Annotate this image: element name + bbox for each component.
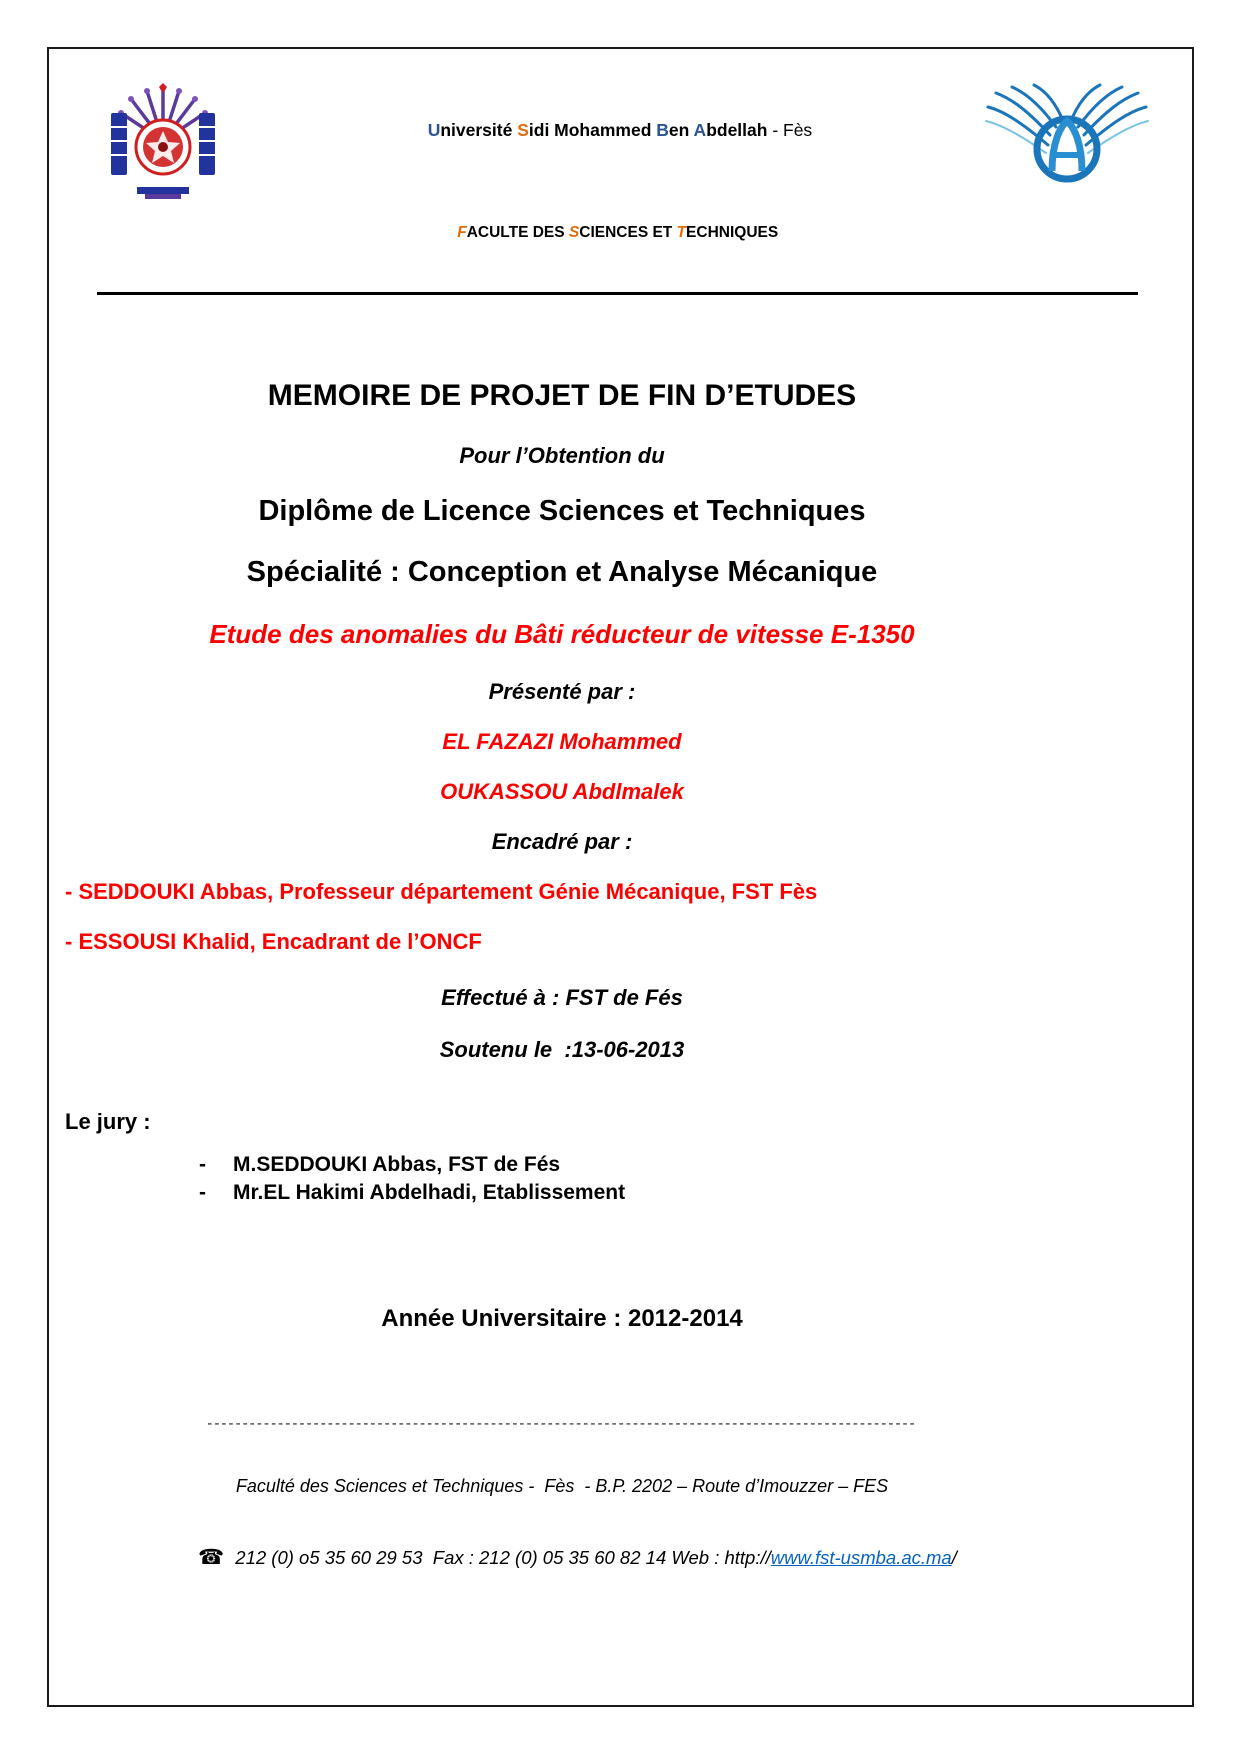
jury-member-name: M.SEDDOUKI Abbas, FST de Fés [233, 1153, 561, 1176]
jury-list [65, 1153, 1059, 1205]
contact-text: / [951, 1547, 957, 1568]
jury-dash: - [199, 1181, 206, 1204]
thesis-subject: Etude des anomalies du Bâti réducteur de vitesse E-1350 [209, 619, 915, 649]
supervised-by-label: Encadré par : [491, 829, 633, 854]
diploma-title: Diplôme de Licence Sciences et Techniques [258, 495, 866, 527]
faculty-text: ECHNIQUES [686, 224, 779, 241]
fst-logo [982, 83, 1152, 195]
header-divider [97, 292, 1138, 295]
jury-member-name: Mr.EL Hakimi Abdelhadi, Etablissement [233, 1181, 626, 1204]
specialty-title: Spécialité : Conception et Analyse Mécanique [246, 556, 878, 588]
obtention-subtitle: Pour l’Obtention du [459, 443, 665, 468]
header [49, 49, 1192, 260]
faculty-text: ACULTE DES [466, 224, 569, 241]
advisor-line: - SEDDOUKI Abbas, Professeur département Génie Mécanique, FST Fès [65, 879, 818, 904]
title-page-content [49, 379, 1192, 1592]
university-name [219, 99, 982, 162]
university-text: en [668, 120, 694, 140]
defense-date-line: Soutenu le :13-06-2013 [439, 1037, 685, 1062]
phone-icon: ☎ [197, 1546, 225, 1569]
university-initial-u: U [427, 120, 441, 140]
university-initial-s: S [517, 120, 529, 140]
page-border [47, 47, 1194, 1707]
footer-separator: ---------------------------------------------------------------------------------------------------- [207, 1415, 917, 1432]
usmba-logo [107, 83, 219, 205]
author-name: EL FAZAZI Mohammed [442, 729, 682, 754]
contact-text: 212 (0) o5 35 60 29 53 Fax : 212 (0) 05 35 60 82 14 Web : http:// [230, 1547, 771, 1568]
faculty-initial-s: S [568, 224, 580, 241]
website-link[interactable]: www.fst-usmba.ac.ma [770, 1547, 952, 1568]
faculty-text: CIENCES ET [579, 224, 677, 241]
university-initial-b: B [656, 120, 669, 140]
university-initial-a: A [693, 120, 707, 140]
author-name: OUKASSOU Abdlmalek [440, 779, 684, 804]
header-text-block [219, 83, 982, 260]
faculty-initial-t: T [676, 224, 687, 241]
advisor-line: - ESSOUSI Khalid, Encadrant de l’ONCF [65, 929, 482, 954]
faculty-address: Faculté des Sciences et Techniques - Fès - B.P. 2202 – Route d’Imouzzer – FES [235, 1476, 889, 1496]
jury-label: Le jury : [65, 1109, 151, 1134]
jury-member [199, 1153, 1059, 1177]
university-text: niversité [440, 120, 518, 140]
faculty-name [219, 206, 982, 260]
presented-by-label: Présenté par : [488, 679, 636, 704]
academic-year: Année Universitaire : 2012-2014 [381, 1305, 743, 1332]
jury-dash: - [199, 1153, 206, 1176]
contact-line [65, 1523, 1059, 1592]
performed-at-line: Effectué à : FST de Fés [441, 985, 683, 1010]
faculty-initial-f: F [457, 224, 467, 241]
university-text: bdellah [706, 120, 768, 140]
university-text: idi Mohammed [528, 120, 657, 140]
university-city: - Fès [767, 120, 813, 140]
memoire-title: MEMOIRE DE PROJET DE FIN D’ETUDES [267, 379, 857, 412]
jury-member [199, 1181, 1059, 1205]
